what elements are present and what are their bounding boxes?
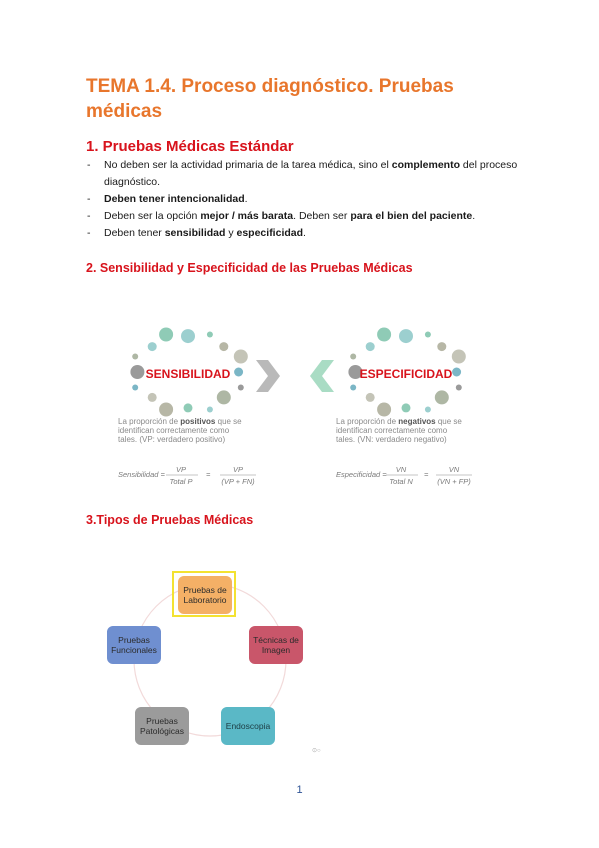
section2-heading: 2. Sensibilidad y Especificidad de las Pruebas Médicas bbox=[86, 261, 413, 275]
node-endoscopia[interactable] bbox=[221, 707, 275, 745]
decor-dot bbox=[148, 393, 157, 402]
node-label: Técnicas de Imagen bbox=[253, 635, 299, 655]
node-pruebas-patologicas[interactable] bbox=[135, 707, 189, 745]
decor-dot bbox=[159, 403, 173, 417]
node-label: Pruebas de Laboratorio bbox=[183, 585, 227, 605]
decor-dot bbox=[377, 403, 391, 417]
sensibilidad-eq: = bbox=[206, 470, 211, 479]
decor-dot bbox=[130, 365, 144, 379]
decor-dot bbox=[207, 332, 213, 338]
sens-spec-infographic bbox=[108, 314, 488, 496]
node-label: Endoscopia bbox=[225, 721, 271, 731]
sensibilidad-f1-den: Total P bbox=[169, 477, 193, 486]
chevron-right-icon bbox=[256, 360, 280, 392]
sensibilidad-label: SENSIBILIDAD bbox=[145, 367, 231, 381]
decor-dot bbox=[456, 385, 462, 391]
especificidad-f2-num: VN bbox=[448, 465, 460, 474]
decor-dot bbox=[132, 354, 138, 360]
section3-heading: 3.Tipos de Pruebas Médicas bbox=[86, 513, 254, 527]
especificidad-caption-line2: identifican correctamente como bbox=[336, 426, 448, 435]
especificidad-f2-den: (VN + FP) bbox=[437, 477, 471, 486]
especificidad-eq: = bbox=[424, 470, 429, 479]
section1-bullet-list bbox=[86, 157, 526, 242]
sensibilidad-f1-num: VP bbox=[175, 465, 187, 474]
page-number: 1 bbox=[296, 784, 303, 796]
decor-dot bbox=[425, 332, 431, 338]
node-pruebas-funcionales[interactable] bbox=[107, 626, 161, 664]
decor-dot bbox=[350, 354, 356, 360]
decor-dot bbox=[366, 342, 375, 351]
node-pruebas-laboratorio[interactable] bbox=[178, 576, 232, 614]
especificidad-caption-line1: La proporción de negativos que se bbox=[336, 417, 462, 426]
decor-dot bbox=[207, 407, 213, 413]
decor-dot bbox=[238, 385, 244, 391]
sensibilidad-caption-line3: tales. (VP: verdadero positivo) bbox=[118, 435, 226, 444]
tipos-pruebas-cycle-diagram bbox=[100, 566, 332, 756]
decor-dot bbox=[181, 329, 195, 343]
bullet-item: - Deben tener intencionalidad. bbox=[86, 191, 526, 208]
especificidad-formula-name: Especificidad = bbox=[336, 470, 387, 479]
page-title: TEMA 1.4. Proceso diagnóstico. Pruebas médicas bbox=[86, 76, 454, 122]
bullet-item: - Deben tener sensibilidad y especificidad. bbox=[86, 225, 526, 242]
decor-dot bbox=[425, 407, 431, 413]
decor-dot bbox=[217, 390, 231, 404]
sensibilidad-f2-num: VP bbox=[232, 465, 244, 474]
especificidad-label: ESPECIFICIDAD bbox=[359, 367, 453, 381]
node-label: Pruebas Patológicas bbox=[140, 716, 184, 736]
decor-dot bbox=[219, 342, 228, 351]
node-tecnicas-imagen[interactable] bbox=[249, 626, 303, 664]
decor-dot bbox=[377, 328, 391, 342]
diagram-mini-mark: ⊙○ bbox=[312, 748, 321, 754]
decor-dot bbox=[452, 368, 461, 377]
decor-dot bbox=[234, 350, 248, 364]
decor-dot bbox=[399, 329, 413, 343]
chevron-left-icon bbox=[310, 360, 334, 392]
node-label: Pruebas Funcionales bbox=[111, 635, 157, 655]
sensibilidad-caption-line2: identifican correctamente como bbox=[118, 426, 230, 435]
decor-dot bbox=[159, 328, 173, 342]
decor-dot bbox=[402, 403, 411, 412]
sensibilidad-f2-den: (VP + FN) bbox=[221, 477, 255, 486]
sensibilidad-caption-line1: La proporción de positivos que se bbox=[118, 417, 242, 426]
decor-dot bbox=[452, 350, 466, 364]
especificidad-f1-den: Total N bbox=[389, 477, 413, 486]
bullet-item: - Deben ser la opción mejor / más barata. Deben ser para el bien del paciente. bbox=[86, 208, 526, 225]
especificidad-caption-line3: tales. (VN: verdadero negativo) bbox=[336, 435, 447, 444]
bullet-item: - No deben ser la actividad primaria de la tarea médica, sino el complemento del proceso diagnóstico. bbox=[86, 157, 526, 191]
decor-dot bbox=[132, 385, 138, 391]
decor-dot bbox=[184, 403, 193, 412]
decor-dot bbox=[435, 390, 449, 404]
especificidad-f1-num: VN bbox=[395, 465, 407, 474]
decor-dot bbox=[234, 368, 243, 377]
decor-dot bbox=[366, 393, 375, 402]
section1-heading: 1. Pruebas Médicas Estándar bbox=[86, 138, 294, 155]
decor-dot bbox=[350, 385, 356, 391]
sensibilidad-formula-name: Sensibilidad = bbox=[118, 470, 165, 479]
decor-dot bbox=[148, 342, 157, 351]
decor-dot bbox=[437, 342, 446, 351]
